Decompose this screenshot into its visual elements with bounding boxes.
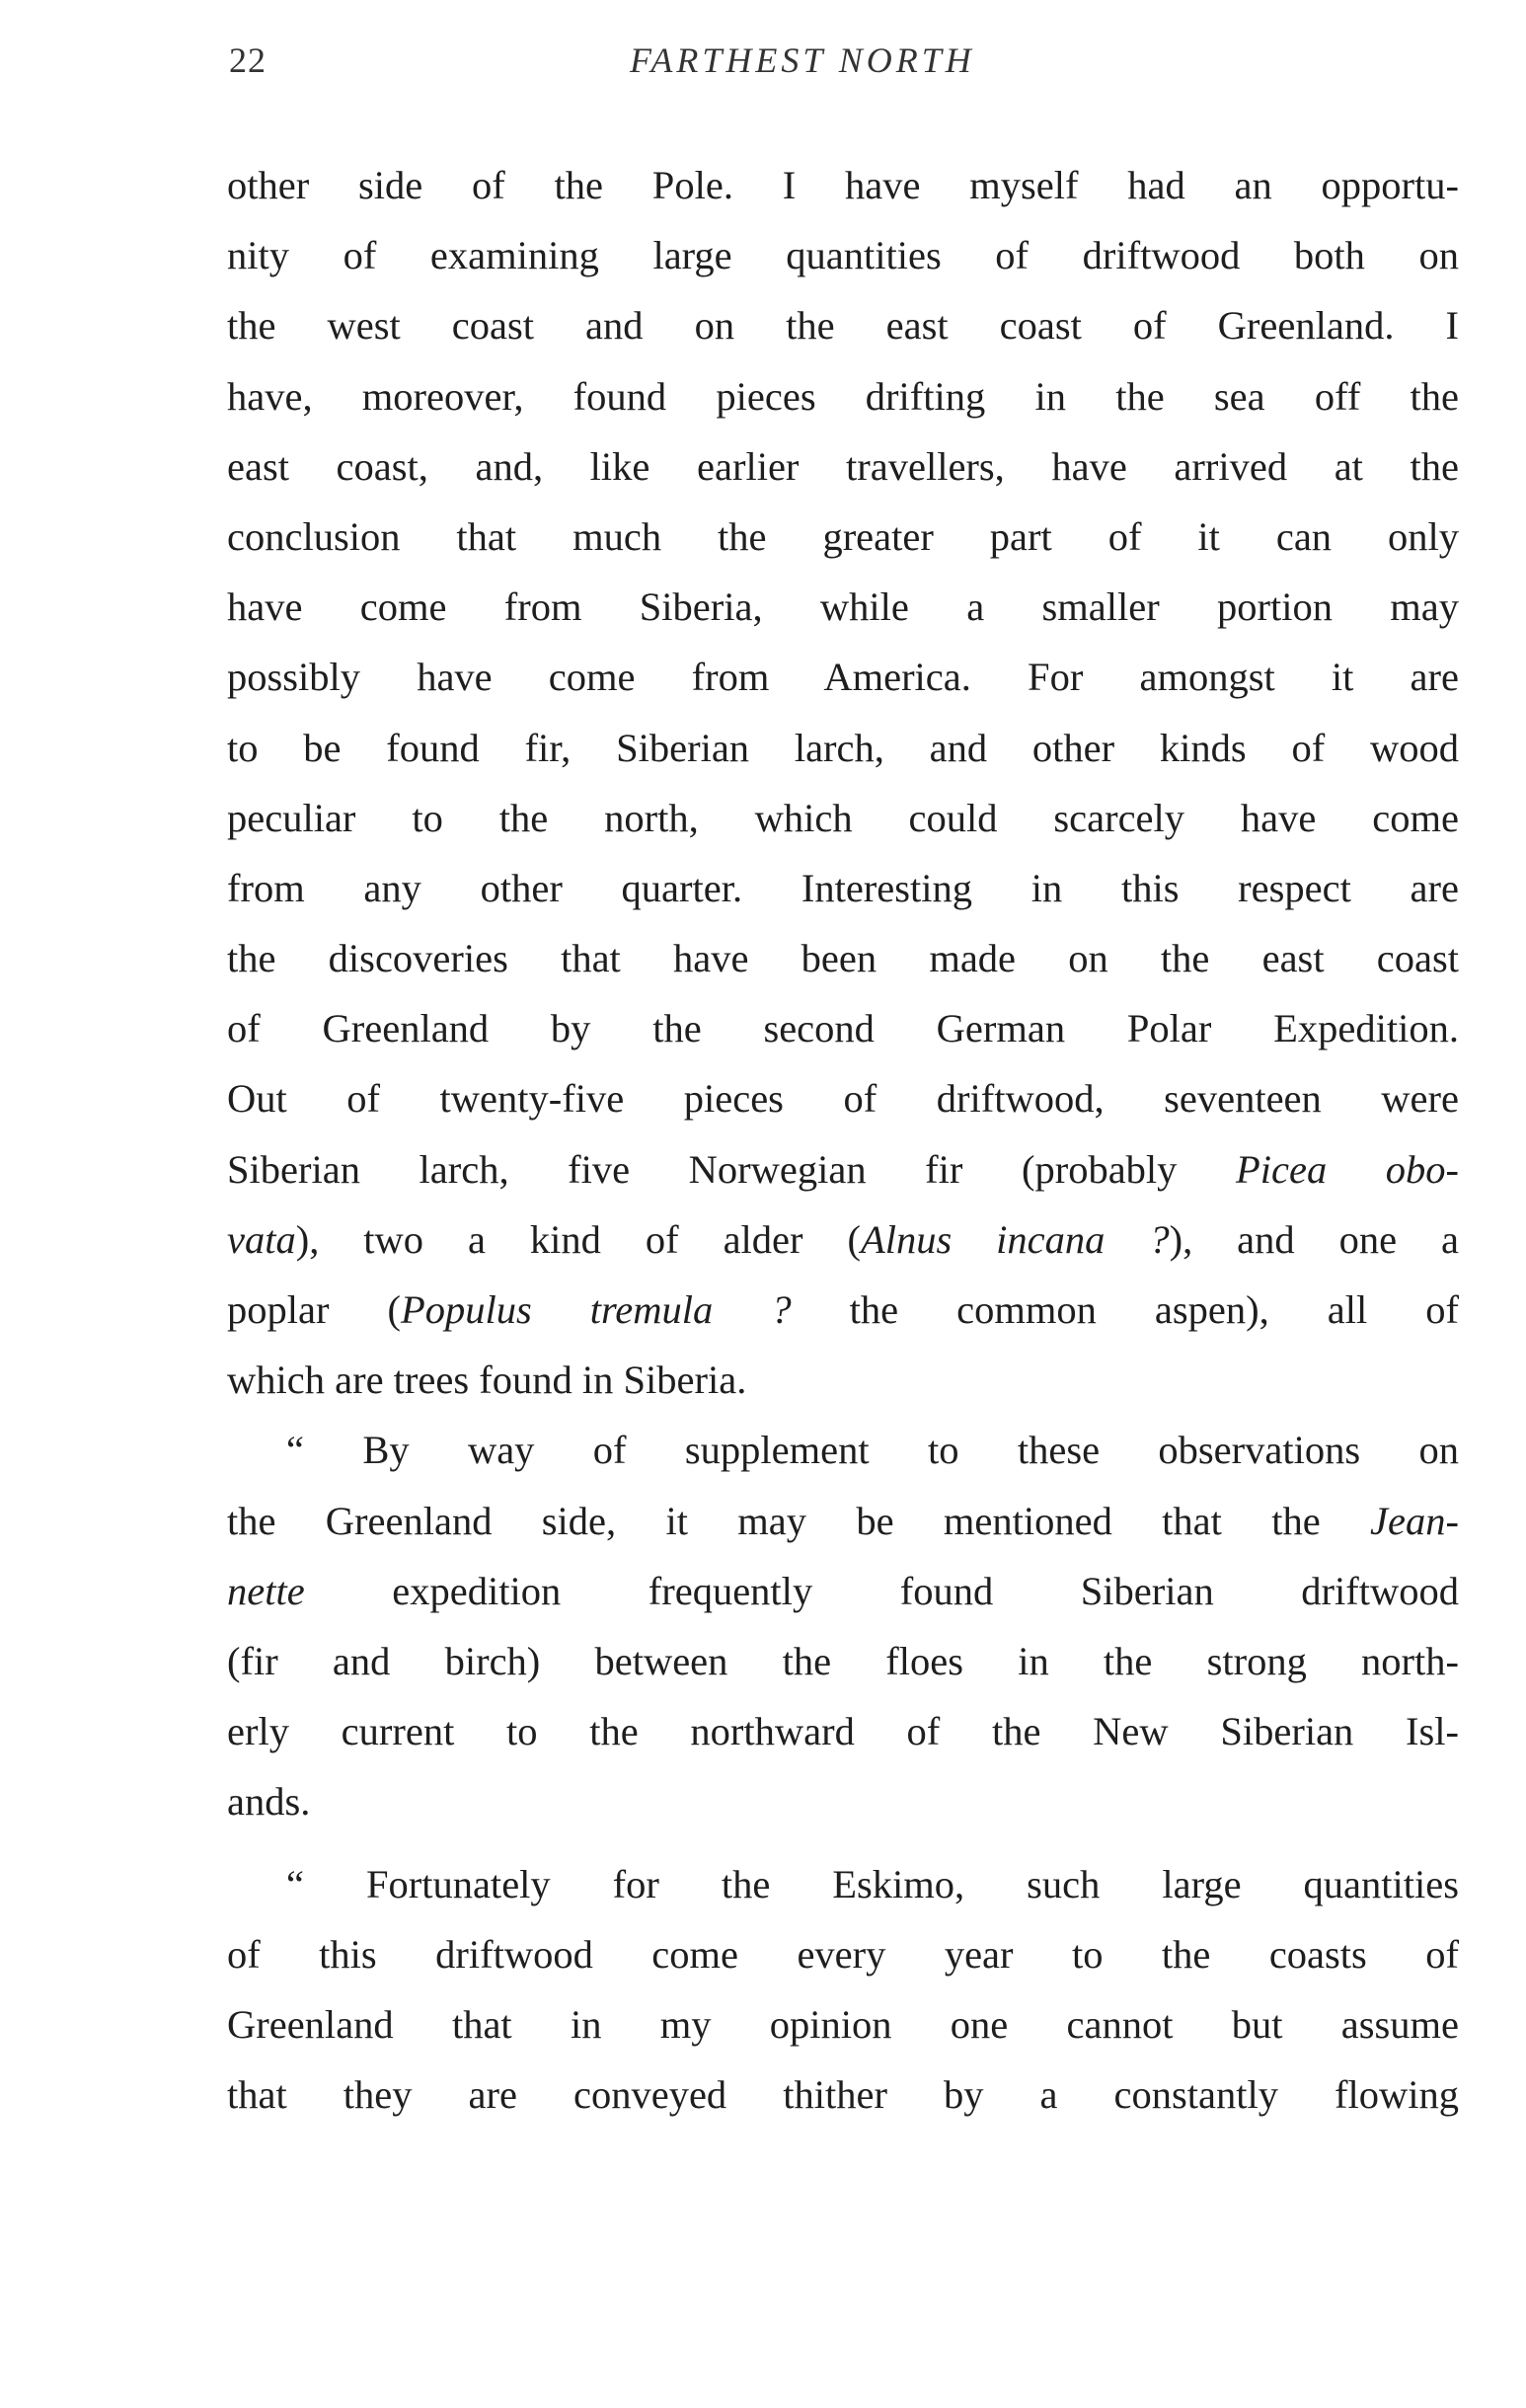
italic-ship-name: Jean-	[1370, 1498, 1459, 1543]
text-line: east coast, and, like earlier travellers, have arrived at the	[227, 443, 1459, 489]
text-line: (fir and birch) between the floes in the strong north-	[227, 1638, 1459, 1683]
text-line: to be found fir, Siberian larch, and other kinds of wood	[227, 725, 1459, 770]
text-line: ands.	[227, 1779, 311, 1825]
italic-species-name: Picea obo-	[1236, 1146, 1459, 1192]
paragraph	[227, 150, 1459, 1415]
text-line: erly current to the northward of the New Siberian Isl-	[227, 1709, 1459, 1754]
text-line: “ Fortunately for the Eskimo, such large quantities	[286, 1861, 1459, 1906]
italic-species-name: Populus tremula ?	[401, 1287, 792, 1332]
text-line: Greenland that in my opinion one cannot but assume	[227, 2001, 1459, 2047]
text-line: Siberian larch, five Norwegian fir (probably Picea obo-	[227, 1146, 1459, 1192]
text-line: poplar (Populus tremula ? the common aspen), all of	[227, 1287, 1459, 1332]
text-line: of this driftwood come every year to the coasts of	[227, 1931, 1459, 1977]
italic-species-name: vata	[227, 1216, 296, 1262]
text-line: nette expedition frequently found Siberian driftwood	[227, 1568, 1459, 1613]
text-line: nity of examining large quantities of driftwood both on	[227, 233, 1459, 278]
text-line: have come from Siberia, while a smaller portion may	[227, 584, 1459, 630]
text-line: from any other quarter. Interesting in this respect are	[227, 865, 1459, 910]
text-line: that they are conveyed thither by a constantly flowing	[227, 2072, 1459, 2118]
text-line: the Greenland side, it may be mentioned that the Jean-	[227, 1498, 1459, 1543]
page-number: 22	[229, 40, 267, 80]
running-title: FARTHEST NORTH	[630, 40, 975, 80]
paragraph	[227, 1849, 1459, 2131]
text-line: peculiar to the north, which could scarcely have come	[227, 795, 1459, 840]
text-line: “ By way of supplement to these observations on	[286, 1428, 1459, 1473]
italic-ship-name: nette	[227, 1568, 305, 1613]
italic-species-name: Alnus incana ?	[860, 1216, 1170, 1262]
running-head	[229, 39, 1453, 99]
text-line: the discoveries that have been made on the east coast	[227, 936, 1459, 981]
text-line: of Greenland by the second German Polar Expedition.	[227, 1006, 1459, 1051]
text-line: the west coast and on the east coast of Greenland. I	[227, 303, 1459, 349]
paragraph	[227, 1415, 1459, 1836]
text-line: have, moreover, found pieces drifting in the sea off the	[227, 373, 1459, 419]
text-line: conclusion that much the greater part of it can only	[227, 513, 1459, 559]
text-line: other side of the Pole. I have myself had an opportu-	[227, 163, 1459, 207]
text-line: which are trees found in Siberia.	[227, 1358, 747, 1403]
text-line: vata), two a kind of alder (Alnus incana ?), and one a	[227, 1216, 1459, 1262]
text-line: possibly have come from America. For amongst it are	[227, 655, 1459, 700]
text-line: Out of twenty-five pieces of driftwood, seventeen were	[227, 1076, 1459, 1122]
body-text	[227, 150, 1459, 2130]
